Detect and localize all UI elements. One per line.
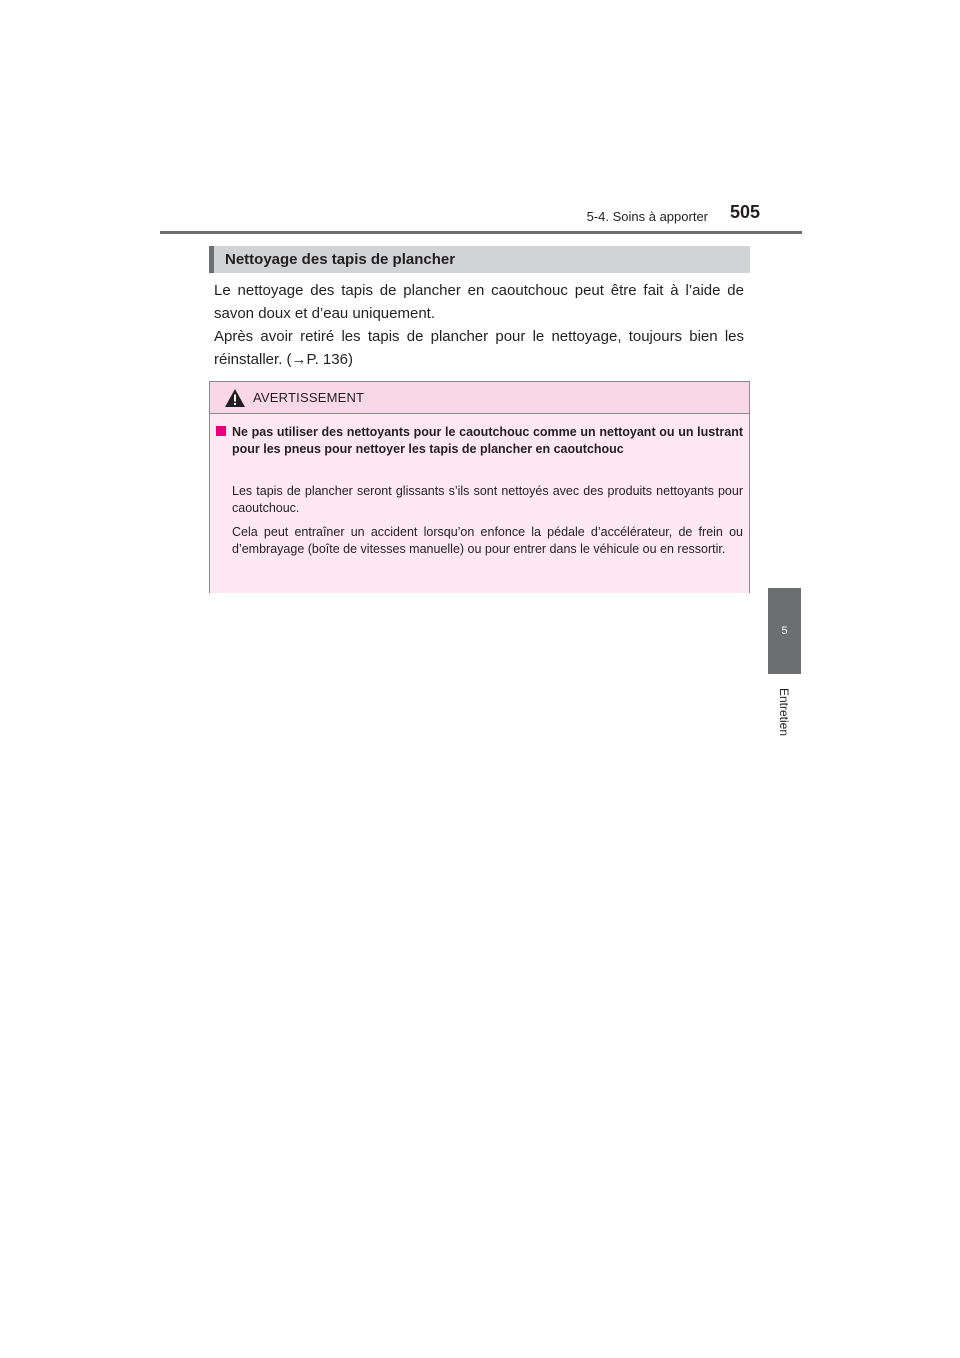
section-heading <box>209 246 750 273</box>
chapter-number: 5 <box>781 625 788 637</box>
warning-triangle-icon <box>224 388 246 408</box>
page-number: 505 <box>729 202 760 222</box>
warning-header <box>210 382 749 414</box>
bullet-square-icon <box>216 426 226 436</box>
warning-box <box>209 381 750 593</box>
warning-body <box>210 414 749 593</box>
chapter-tab <box>768 588 801 674</box>
warning-paragraph-2: Cela peut entraîner un accident lorsqu’on enfonce la pédale d’accélérateur, de frein ou d’embrayage (boîte de vitesses manuelle) ou pour entrer dans le véhicule ou en ressortir. <box>232 525 743 556</box>
warning-bullet-title: Ne pas utiliser des nettoyants pour le caoutchouc comme un nettoyant ou un lustrant pour les pneus pour nettoyer les tapis de plancher en caoutchouc <box>232 425 743 456</box>
chapter-label: Entretien <box>777 687 791 737</box>
page-header <box>160 200 800 234</box>
body-paragraph-2: Après avoir retiré les tapis de plancher pour le nettoyage, toujours bien les réinstaller. (→P. 136) <box>214 328 744 368</box>
section-reference: 5-4. Soins à apporter <box>586 209 708 224</box>
warning-bullet <box>216 424 743 458</box>
section-heading-text: Nettoyage des tapis de plancher <box>225 251 456 268</box>
header-rule <box>160 231 802 234</box>
warning-paragraph-1: Les tapis de plancher seront glissants s’ils sont nettoyés avec des produits nettoyants pour caoutchouc. <box>232 484 743 515</box>
warning-title: AVERTISSEMENT <box>253 390 365 405</box>
body-paragraph-1: Le nettoyage des tapis de plancher en caoutchouc peut être fait à l’aide de savon doux et d’eau uniquement. <box>214 282 744 322</box>
